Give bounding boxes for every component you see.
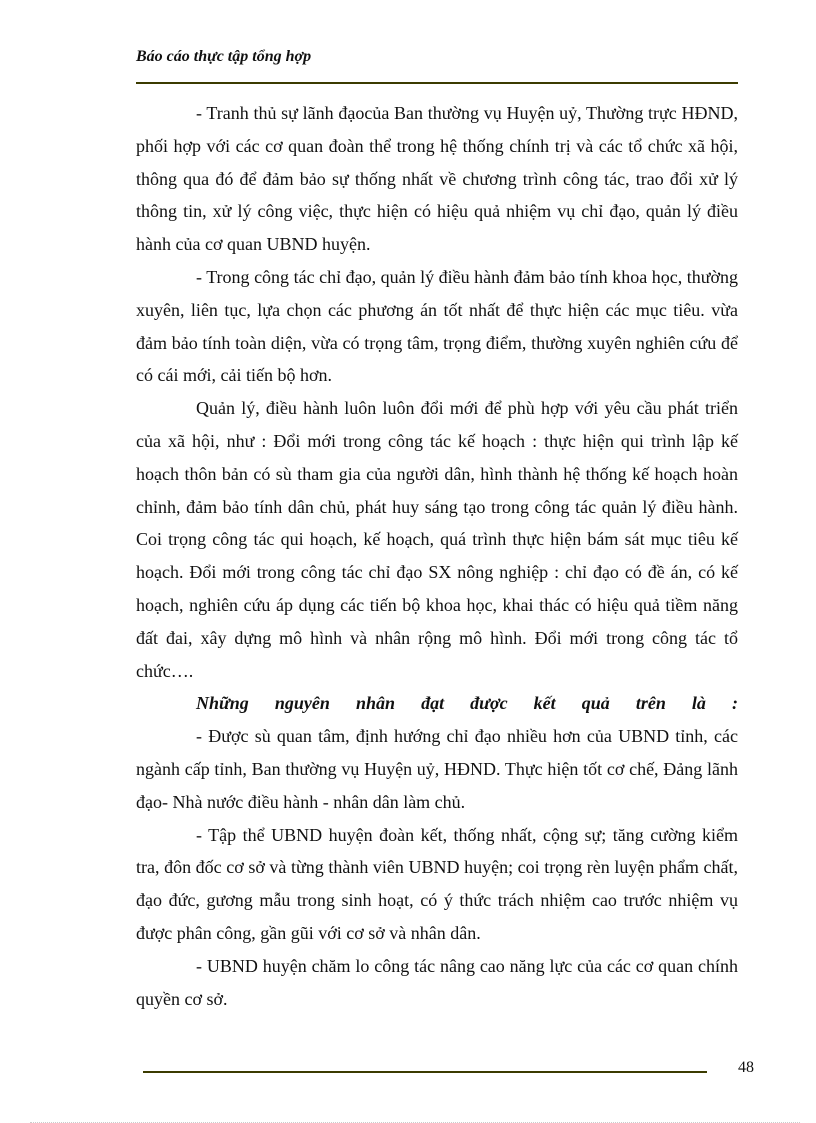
document-body — [136, 97, 738, 1015]
header-divider — [136, 82, 738, 84]
paragraph-cause-collective-unity: - Tập thể UBND huyện đoàn kết, thống nhất, cộng sự; tăng cường kiểm tra, đôn đốc cơ sở và từng thành viên UBND huyện; coi trọng rèn luyện phẩm chất, đạo đức, gương mẫu trong sinh hoạt, có ý thức trách nhiệm cao trước nhiệm vụ được phân công, gần gũi với cơ sở và nhân dân. — [136, 824, 738, 943]
paragraph-cause-capacity-building: - UBND huyện chăm lo công tác nâng cao năng lực của các cơ quan chính quyền cơ sở. — [136, 955, 738, 1009]
paragraph-leadership-coordination: - Tranh thủ sự lãnh đạocủa Ban thường vụ Huyện uỷ, Thường trực HĐND, phối hợp với các cơ quan đoàn thể trong hệ thống chính trị và các tổ chức xã hội, thông qua đó để đảm bảo sự thống nhất về chương trình công tác, trao đổi xử lý thông tin, xử lý công việc, thực hiện có hiệu quả nhiệm vụ chỉ đạo, quản lý điều hành của cơ quan UBND huyện. — [136, 103, 738, 255]
paragraph-cause-provincial-attention: - Được sù quan tâm, định hướng chỉ đạo nhiều hơn của UBND tỉnh, các ngành cấp tỉnh, Ban thường vụ Huyện uỷ, HĐND. Thực hiện tốt cơ chế, Đảng lãnh đạo- Nhà nước điều hành - nhân dân làm chủ. — [136, 726, 738, 812]
paragraph-direction-management: - Trong công tác chỉ đạo, quản lý điều hành đảm bảo tính khoa học, thường xuyên, liên tục, lựa chọn các phương án tốt nhất để thực hiện các mục tiêu. vừa đảm bảo tính toàn diện, vừa có trọng tâm, trọng điểm, thường xuyên nghiên cứu để có cái mới, cải tiến bộ hơn. — [136, 266, 738, 386]
footer-divider — [143, 1071, 707, 1073]
section-heading-causes: Những nguyên nhân đạt được kết quả trên là : — [196, 693, 738, 714]
page-number: 48 — [738, 1059, 754, 1076]
page-header-title: Báo cáo thực tập tổng hợp — [136, 48, 312, 65]
paragraph-management-innovation: Quản lý, điều hành luôn luôn đổi mới để phù hợp với yêu cầu phát triển của xã hội, như : Đổi mới trong công tác kế hoạch : thực hiện qui trình lập kế hoạch thôn bản có sù tham gia của người dân, hình thành hệ thống kế hoạch hoàn chỉnh, đảm bảo tính dân chủ, phát huy sáng tạo trong công tác quản lý điều hành. Coi trọng công tác qui hoạch, kế hoạch, quá trình thực hiện bám sát mục tiêu kế hoạch. Đổi mới trong công tác chỉ đạo SX nông nghiệp : chỉ đạo có đề án, có kế hoạch, nghiên cứu áp dụng các tiến bộ khoa học, khai thác có hiệu quả tiềm năng đất đai, xây dựng mô hình và nhân rộng mô hình. Đổi mới trong công tác tổ chức…. — [136, 398, 738, 681]
